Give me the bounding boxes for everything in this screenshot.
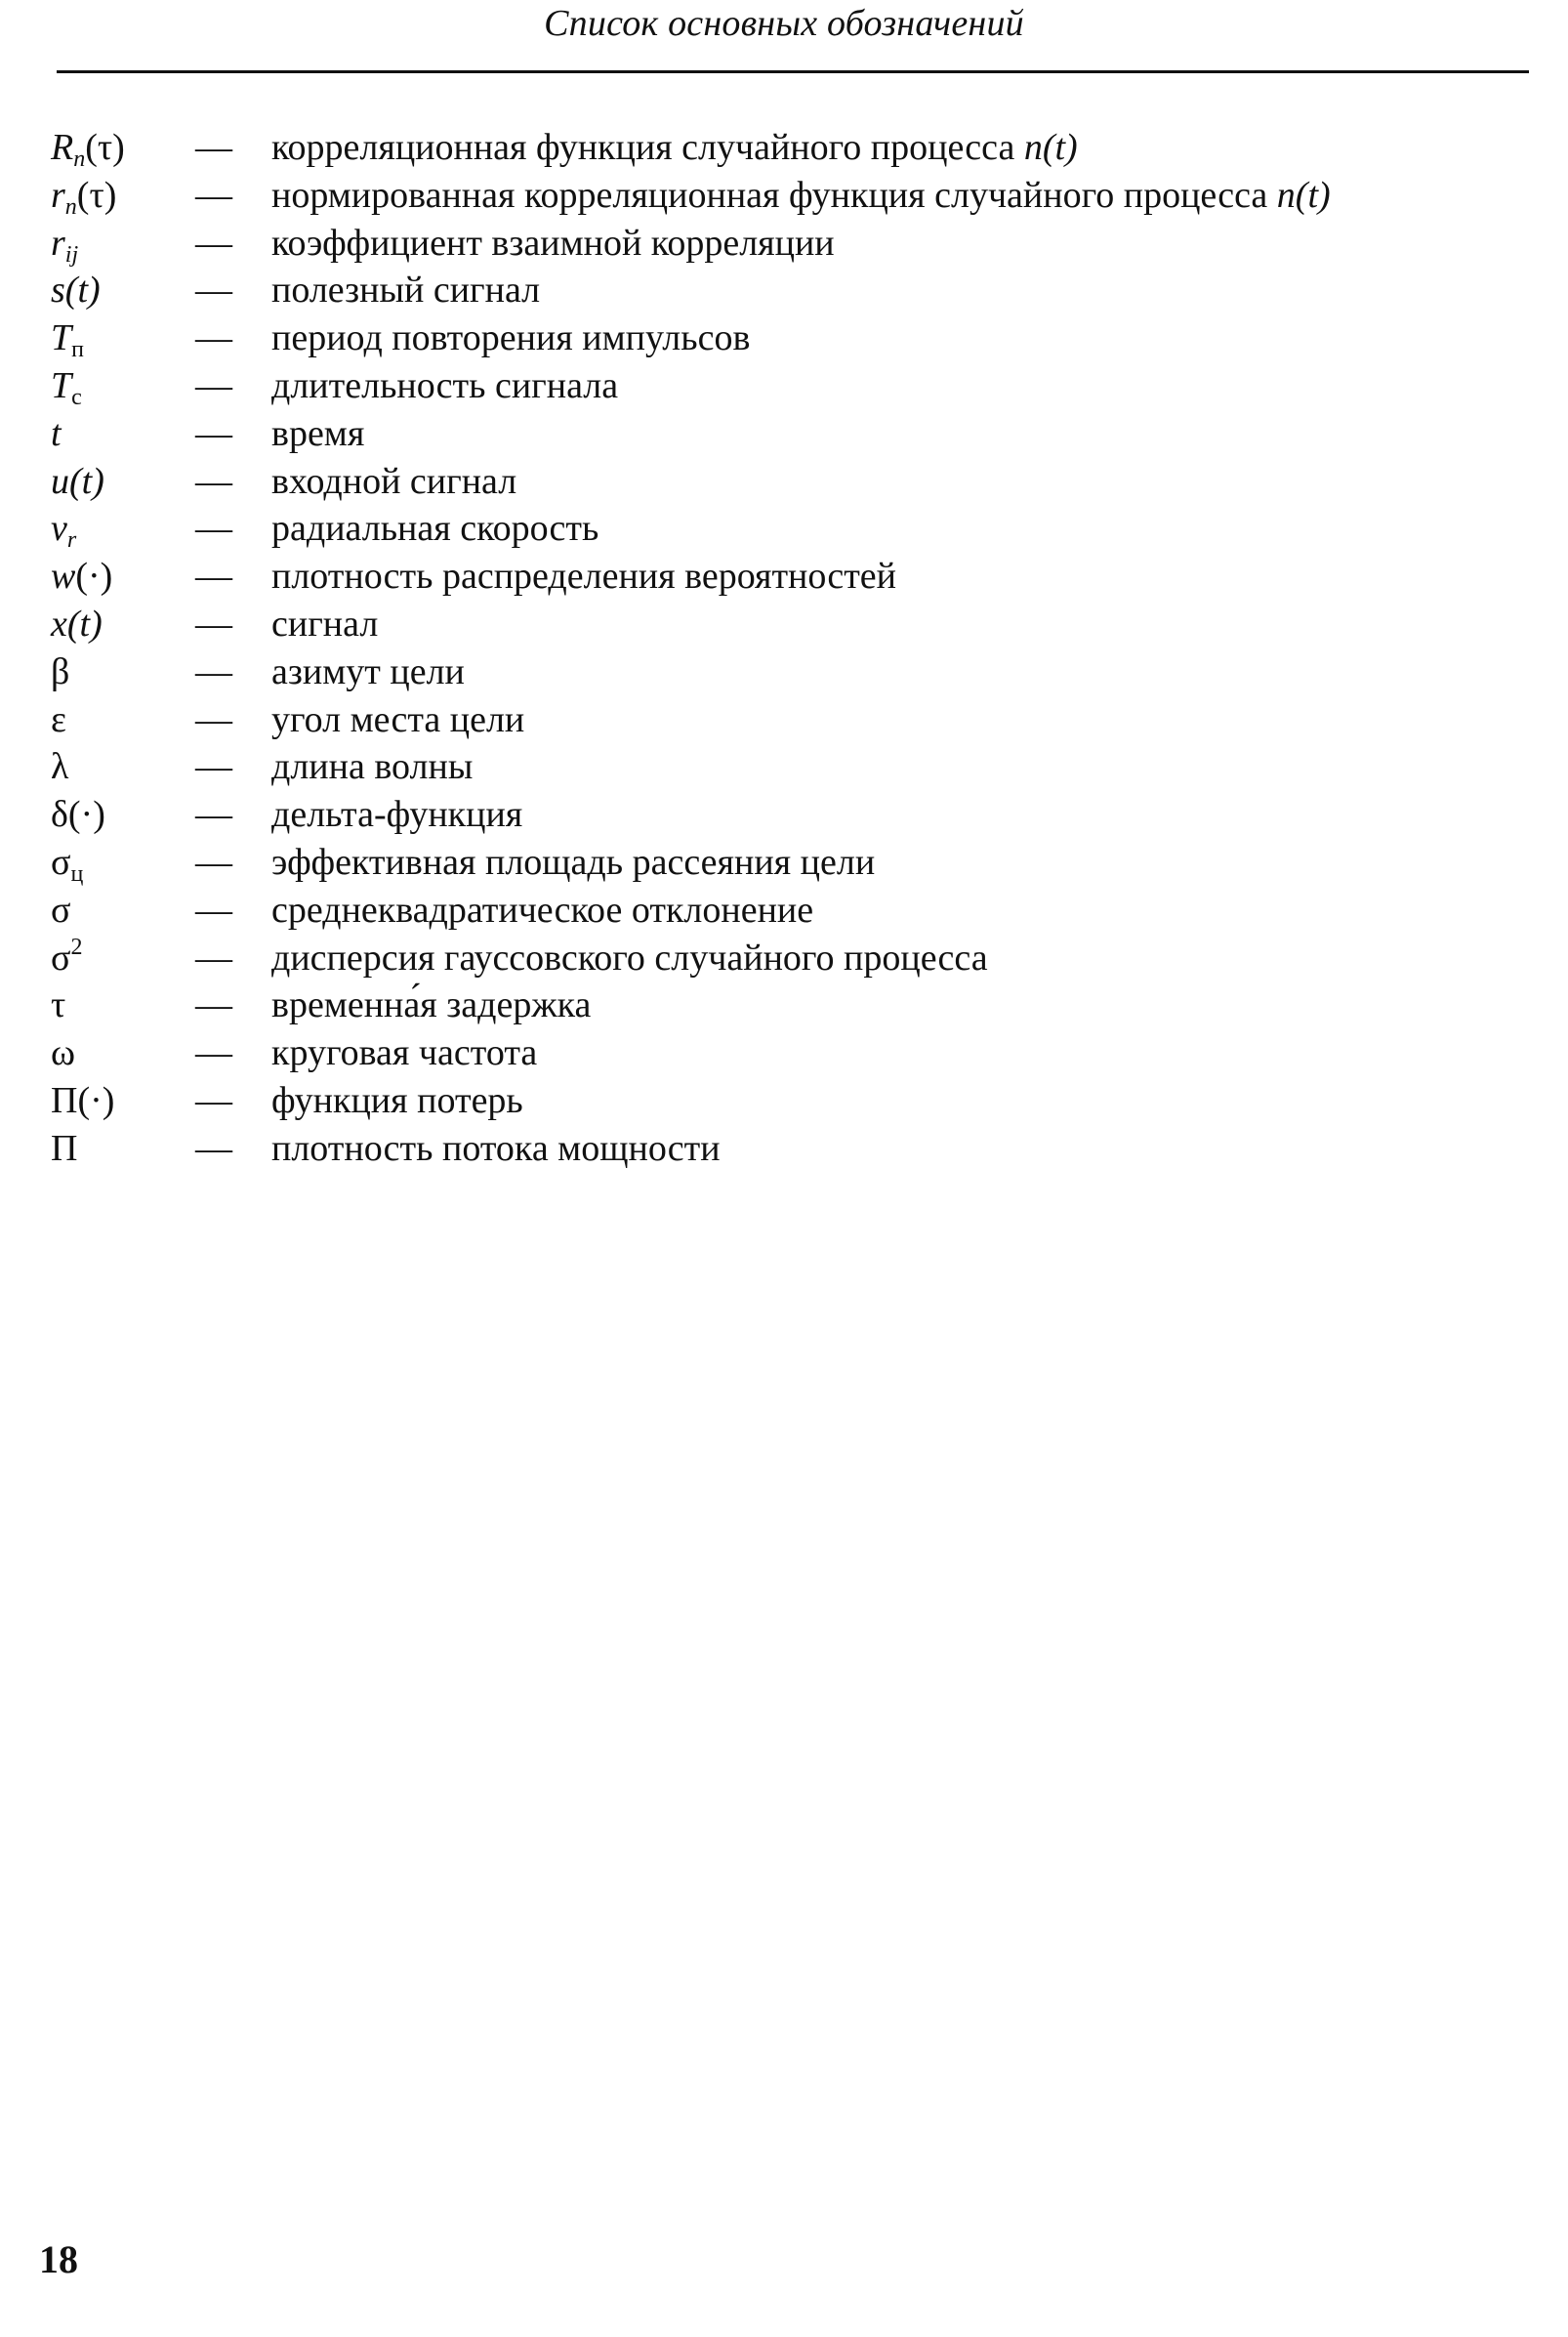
em-dash: — — [195, 127, 232, 168]
symbol: $v_r$ — [51, 508, 77, 554]
symbol-row-sigma-target — [0, 839, 1568, 887]
definition: функция потерь — [271, 1079, 523, 1121]
definition: угол места цели — [271, 698, 525, 740]
symbol-row-tau — [0, 981, 1568, 1029]
definition: плотность потока мощности — [271, 1127, 721, 1169]
symbol-row-rij — [0, 220, 1568, 268]
symbol: $T_п$ — [51, 317, 84, 363]
definition: длина волны — [271, 746, 474, 788]
symbol-row-s-t — [0, 267, 1568, 314]
running-title: Список основных обозначений — [544, 3, 1024, 44]
definition: азимут цели — [271, 650, 465, 692]
em-dash: — — [195, 984, 232, 1026]
em-dash: — — [195, 556, 232, 598]
em-dash: — — [195, 222, 232, 264]
symbol-row-Rn-tau — [0, 124, 1568, 172]
symbol-row-u-t — [0, 458, 1568, 506]
em-dash: — — [195, 174, 232, 216]
symbol: δ(·) — [51, 794, 105, 836]
symbol: $\sigma_ц$ — [51, 841, 84, 887]
symbol: σ — [51, 889, 71, 931]
definition: период повторения импульсов — [271, 317, 751, 359]
symbol-row-epsilon — [0, 696, 1568, 744]
em-dash: — — [195, 1032, 232, 1074]
symbol-row-rn-tau — [0, 172, 1568, 220]
definition: нормированная корреляционная функция случайного процесса n(t) — [271, 174, 1331, 216]
em-dash: — — [195, 794, 232, 836]
symbol-row-power-flux — [0, 1125, 1568, 1173]
definition: радиальная скорость — [271, 508, 599, 550]
em-dash: — — [195, 1127, 232, 1169]
symbol: ω — [51, 1032, 76, 1074]
symbol: $T_с$ — [51, 364, 82, 410]
definition: среднеквадратическое отклонение — [271, 889, 814, 931]
header-rule — [57, 70, 1529, 73]
symbol-row-x-t — [0, 601, 1568, 648]
em-dash: — — [195, 412, 232, 454]
em-dash: — — [195, 698, 232, 740]
symbol-row-beta — [0, 648, 1568, 696]
symbol-row-Tc — [0, 362, 1568, 410]
em-dash: — — [195, 508, 232, 550]
em-dash: — — [195, 889, 232, 931]
symbol: $r_{ij}$ — [51, 222, 79, 268]
definition: сигнал — [271, 603, 379, 645]
definition: дисперсия гауссовского случайного процесса — [271, 937, 988, 979]
definition: временна́я задержка — [271, 984, 592, 1026]
symbol: u(t) — [51, 460, 104, 502]
symbol-row-delta — [0, 791, 1568, 839]
symbol: w(·) — [51, 556, 113, 598]
definition: круговая частота — [271, 1032, 538, 1074]
em-dash: — — [195, 937, 232, 979]
definition: корреляционная функция случайного процесса n(t) — [271, 127, 1078, 168]
symbol-row-Tp — [0, 314, 1568, 362]
definition: входной сигнал — [271, 460, 517, 502]
symbol-row-lambda — [0, 743, 1568, 791]
em-dash: — — [195, 317, 232, 359]
symbol: $r_n(\tau)$ — [51, 174, 117, 220]
symbol-row-loss-function — [0, 1077, 1568, 1125]
definition: время — [271, 412, 365, 454]
symbol-row-t — [0, 410, 1568, 458]
em-dash: — — [195, 364, 232, 406]
definition: длительность сигнала — [271, 364, 619, 406]
definition: дельта-функция — [271, 794, 523, 836]
symbol: x(t) — [51, 603, 103, 645]
em-dash: — — [195, 460, 232, 502]
definition: полезный сигнал — [271, 270, 541, 312]
symbol: τ — [51, 984, 66, 1026]
definition: коэффициент взаимной корреляции — [271, 222, 835, 264]
definition: эффективная площадь рассеяния цели — [271, 841, 876, 883]
definition: плотность распределения вероятностей — [271, 556, 897, 598]
symbol: П — [51, 1127, 78, 1169]
em-dash: — — [195, 1079, 232, 1121]
symbol: ε — [51, 698, 66, 740]
page-number: 18 — [39, 2237, 78, 2281]
em-dash: — — [195, 270, 232, 312]
symbol: $\sigma^2$ — [51, 934, 83, 979]
symbol-row-omega — [0, 1029, 1568, 1077]
em-dash: — — [195, 746, 232, 788]
symbol-list — [0, 124, 1568, 1173]
em-dash: — — [195, 603, 232, 645]
symbol-row-w — [0, 553, 1568, 601]
symbol: s(t) — [51, 270, 101, 312]
symbol: β — [51, 650, 70, 692]
symbol-row-vr — [0, 505, 1568, 553]
em-dash: — — [195, 841, 232, 883]
symbol: П(·) — [51, 1079, 115, 1121]
symbol: t — [51, 412, 62, 454]
symbol-row-sigma-squared — [0, 935, 1568, 982]
symbol: $R_n(\tau)$ — [51, 127, 125, 172]
symbol: λ — [51, 746, 69, 788]
em-dash: — — [195, 650, 232, 692]
symbol-row-sigma — [0, 887, 1568, 935]
